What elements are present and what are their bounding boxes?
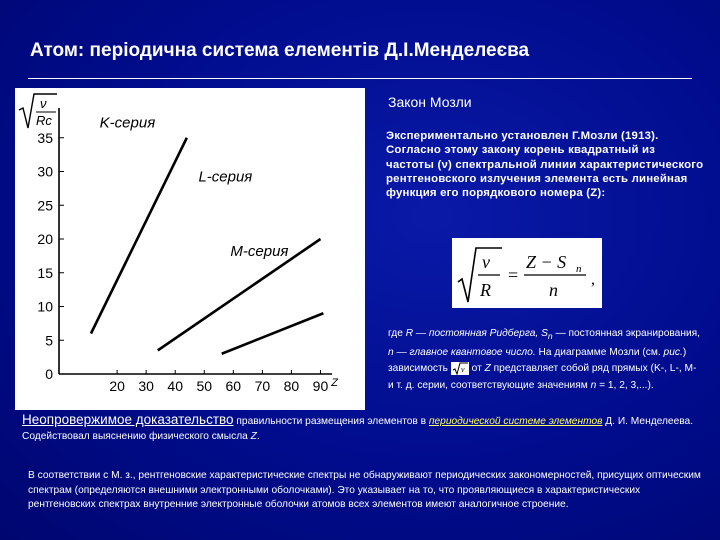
explanation-italic: рис. — [663, 346, 683, 358]
series-label: L-серия — [198, 168, 253, 186]
formula-denominator: n — [549, 280, 558, 300]
explanation-italic: R — постоянная Ридберга, S — [405, 328, 548, 339]
x-tick-label: 60 — [225, 378, 242, 394]
series-line — [222, 313, 324, 354]
significance-text: Д. И. Менделеева. Содействовал выяснению физического смысла — [22, 416, 694, 442]
series-label: K-серия — [99, 114, 156, 132]
y-tick-label: 30 — [37, 163, 53, 180]
x-tick-label: 50 — [196, 378, 213, 394]
explanation-text: — постоянная экранирования, — [552, 328, 700, 339]
ylabel-numerator: ν — [40, 96, 47, 111]
explanation-subscript: n — [547, 331, 553, 342]
moseley-chart-svg — [15, 88, 365, 410]
y-tick-label: 10 — [37, 298, 53, 315]
significance-italic: Z — [250, 431, 257, 442]
formula-svg — [452, 238, 602, 308]
x-tick-label: 40 — [167, 378, 183, 394]
significance-text: . — [256, 431, 260, 442]
explanation-text: где — [388, 328, 406, 339]
ylabel-denominator: Rc — [36, 113, 52, 128]
explanation-text: от — [468, 363, 485, 375]
explanation-italic: n — [590, 379, 597, 391]
formula-r: R — [480, 280, 491, 300]
x-tick-label: 80 — [283, 378, 300, 394]
x-tick-label: 90 — [312, 378, 329, 394]
y-tick-label: 15 — [37, 264, 53, 281]
explanation-text: На диаграмме Мозли (см. — [535, 346, 664, 358]
slide-title: Атом: періодична система елементів Д.І.Менделеєва — [30, 40, 530, 61]
series-label: M-серия — [230, 242, 289, 260]
explanation-italic: n — главное квантовое число. — [388, 346, 536, 358]
proof-link[interactable]: Неопровержимое доказательство — [22, 412, 234, 427]
formula-nu: ν — [482, 252, 490, 272]
formula-subscript: n — [576, 263, 582, 275]
x-tick-label: 30 — [138, 378, 154, 394]
x-axis-label: Z — [331, 377, 338, 389]
periodic-system-link[interactable]: периодической системе элементов — [428, 416, 603, 427]
title-divider — [28, 78, 692, 79]
moseley-formula — [452, 238, 602, 308]
explanation-text: = 1, 2, 3,...). — [596, 379, 654, 391]
svg-text:=: = — [508, 265, 519, 285]
significance-paragraph — [22, 412, 706, 444]
formula-explanation — [388, 326, 704, 394]
moseley-diagram — [15, 88, 365, 410]
y-tick-label: 20 — [37, 231, 53, 247]
significance-text: правильности размещения элементов в — [233, 416, 429, 427]
y-tick-label: 0 — [45, 366, 53, 382]
section-heading: Закон Мозли — [388, 94, 472, 110]
formula-numerator: Z − S — [526, 252, 567, 272]
svg-text:ν: ν — [460, 365, 465, 375]
y-tick-label: 35 — [37, 129, 53, 146]
x-tick-label: 70 — [254, 378, 271, 394]
explanation-text: ) зависимость — [388, 346, 687, 375]
explanation-text: представляет собой ряд прямых (K-, L-, M- и т. д. серии, соответствующие значениям — [388, 363, 697, 391]
conclusion-paragraph: В соответствии с М. з., рентгеновские характеристические спектры не обнаруживают периодических закономерностей, присущих оптическим спектрам (определяются внешними электронными оболочками). Это указывает на то, что проявляющиеся в характеристических рентгеновских спектрах внутренние электронные оболочки атомов всех элементов имеют аналогичное строение. — [28, 470, 701, 511]
sqrt-nu-icon — [451, 362, 469, 375]
formula-comma: , — [591, 271, 595, 288]
explanation-italic: Z — [484, 363, 491, 375]
law-description: Экспериментально установлен Г.Мозли (1913). Согласно этому закону корень квадратный из частоты (ν) спектральной линии характеристического рентгеновского излучения элемента есть линейная функция его порядкового номера (Z): — [386, 130, 704, 200]
y-tick-label: 5 — [45, 332, 53, 349]
x-tick-label: 20 — [109, 378, 125, 394]
series-line — [91, 138, 187, 334]
y-tick-label: 25 — [37, 197, 53, 214]
